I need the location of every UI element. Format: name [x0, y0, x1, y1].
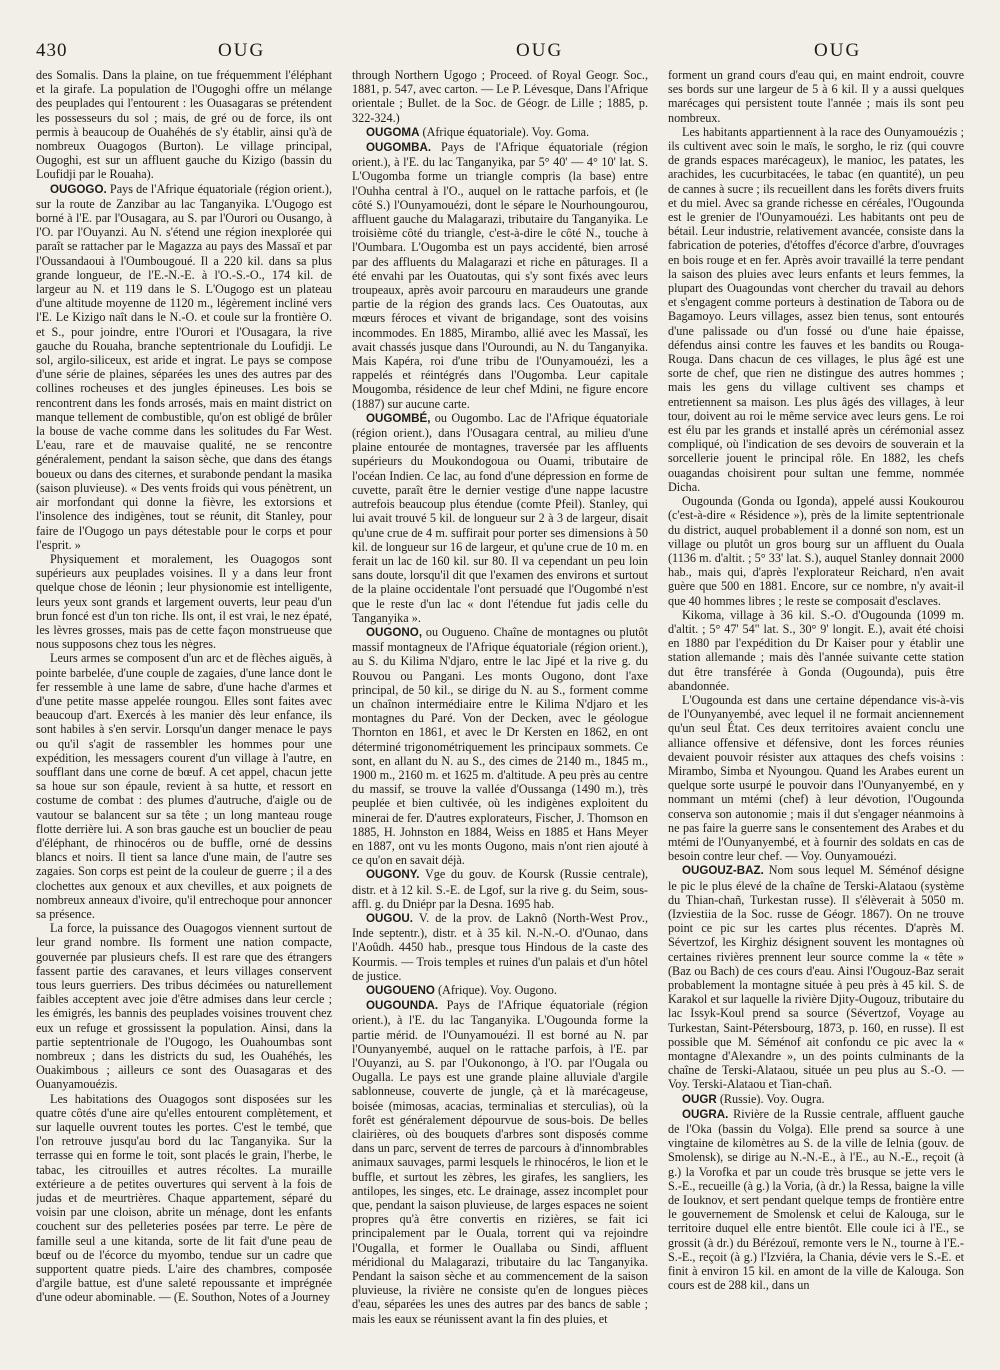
dictionary-entry [36, 182, 332, 552]
running-headword-center: OUG [516, 40, 564, 61]
entry-text: V. de la prov. de Laknô (North-West Prov., Inde septentr.), distr. et à 35 kil. N.-N.-O. d'Ounao, dans l'Aoûdh. 4450 hab., presque tous Hindous de la caste des Kourmis. — Trois temples et ruines d'un palais et d'un hôtel de justice. [352, 910, 648, 983]
entry-text: Rivière de la Russie centrale, affluent gauche de l'Oka (bassin du Volga). Elle prend sa source à une vingtaine de kilomètres au S. de la ville de Ielnia (gouv. de Smolensk), se dirige au N.-N.-E., à l'E., au N.-E., reçoit (à g.) la Vorofka et par un coude très brusque se jette vers le S.-E., recueille (à g.) la Voria, (à dr.) la Ressa, baigne la ville de Iouknov, et sert pendant quelque temps de frontière entre le gouvernement de Smolensk et celui de Kalouga, sur le territoire duquel elle entre bientôt. Elle coule ici à l'E., se grossit (à dr.) du Bérézouï, remonte vers le N., tourne à l'E.-S.-E., reçoit (à g.) l'Izviéra, la Chania, dévie vers le S.-E. et finit à environ 15 kil. en amont de la ville de Kalouga. Son cours est de 288 kil., dans un [668, 1106, 964, 1293]
page-number: 430 [36, 40, 68, 61]
dictionary-entry [352, 998, 648, 1326]
entry-text: Pays de l'Afrique équatoriale (région orient.), à l'E. du lac Tanganyika, par 5° 40' — 4° 10' lat. S. L'Ougomba forme un triangle compris (la base) entre l'Ouhha central à l'O., auquel on le rattache parfois, et (le côté S.) l'Ounyamouézi, dont le sépare le Nourhoungourou, affluent gauche du Malagarazi, tributaire du Tanganyika. Le troisième côté du triangle, c'est-à-dire le côté N., touche à l'Oumbara. L'Ougomba est un pays accidenté, bien arrosé par des affluents du Malagarazi et riche en pâturages. Il a été envahi par les Ouatoutas, qui s'y sont fixés avec leurs troupeaux, après avoir parcouru en maraudeurs une grande partie de la région des grands lacs. Ces Ouatoutas, aux mœurs féroces et vivant de brigandage, sont des voisins incommodes. En 1885, Mirambo, allié avec les Massaï, les avait chassés jusque dans l'Ouroundi, au N. du Tanganyika. Mais Kapéra, roi d'une tribu de l'Ounyamouézi, les a rappelés et réintégrés dans l'Ougomba. Leur capitale Mougomba, résidence de leur chef Mdini, ne figure encore (1887) sur aucune carte. [352, 140, 648, 411]
entry-headword: OUGOUENO [366, 984, 435, 997]
entry-paragraph [36, 1092, 332, 1305]
column-center [352, 68, 648, 1358]
dictionary-entry [352, 983, 648, 998]
entry-text: Pays de l'Afrique équatoriale (région orient.), à l'E. du lac Tanganyika. L'Ougounda forme la partie mérid. de l'Ounyamouézi. Il est borné au N. par l'Ounyanyembé, auquel on le rattache parfois, à l'E. par l'Ouyanzi, au S. par l'Oukonongo, à l'O. par l'Ougala ou Ougalla. Le pays est une grande plaine alluviale d'argile sablonneuse, couverte de jungle, çà et là marécageuse, boisée (mimosas, acacias, terminalias et sterculias), où la forêt est généralement dépourvue de sous-bois. De belles clairières, où des bouquets d'arbres sont disposés comme dans un parc, servent de terres de parcours à d'innombrables animaux sauvages, parmi lesquels le rhinocéros, le lion et le buffle, et surtout les zèbres, les girafes, les sangliers, les antilopes, les singes, etc. Le drainage, assez incomplet pour que, pendant la saison pluvieuse, de larges espaces ne soient propres qu'à être convertis en rizières, se fait ici principalement par le Ouala, torrent qui va rejoindre l'Ougalla, et former le Ouallaba ou Sindi, affluent méridional du Malagarazi, tributaire du lac Tanganyika. Pendant la saison sèche et au commencement de la saison pluvieuse, la rivière ne consiste qu'en de longues pièces d'eau, séparées les unes des autres par des bancs de sable ; mais les eaux se réunissent avant la fin des pluies, et [352, 998, 648, 1326]
entry-paragraph [352, 68, 648, 125]
entry-text: Les habitations des Ouagogos sont disposées sur les quatre côtés d'une aire qu'elles entourent complètement, et sur laquelle ouvrent toutes les portes. C'est le tembé, que l'on retrouve jusqu'au bord du lac Tanganyika. Sur la terrasse qui en forme le toit, sont placés le grain, l'herbe, le tabac, les citrouilles et autres récoltes. La muraille extérieure a de petites ouvertures qui servent à la fois de judas et de meurtrières. Chaque appartement, séparé du voisin par une cloison, abrite un ménage, dont les enfants couchent sur des pelleteries posées par terre. Le père de famille seul a une kitanda, sorte de lit fait d'une peau de bœuf ou de l'écorce du myombo, tendue sur un cadre que supportent quatre pieds. L'aire des chambres, composée d'argile battue, est d'une saleté repoussante et imprégnée d'une odeur abominable. — (E. Southon, Notes of a Journey [36, 1091, 332, 1305]
dictionary-entry [352, 911, 648, 983]
entry-paragraph [36, 68, 332, 182]
entry-text: Ougounda (Gonda ou Igonda), appelé aussi Koukourou (c'est-à-dire « Résidence »), près de la limite septentrionale du district, auquel probablement il a donné son nom, est un village ou plutôt un gros bourg sur un affluent du Ouala (1136 m. d'altit. ; 5° 33' lat. S.), auquel Stanley donnait 2000 hab., mais qui, d'après l'explorateur Reichard, n'en avait guère que 500 en 1881. Encore, sur ce nombre, n'y avait-il que 40 hommes libres ; le reste se composait d'esclaves. [668, 494, 964, 608]
entry-text: (Russie). Voy. Ougra. [719, 1091, 825, 1106]
entry-text: Kikoma, village à 36 kil. S.-O. d'Ougounda (1099 m. d'altit. ; 5° 47' 54" lat. S., 30° 9' longit. E.), avait été choisi en 1880 par l'expédition du Dr Kaiser pour y établir une station allemande ; mais dès l'année suivante cette station dut être transférée à Gonda (Ougounda), puis être abandonnée. [668, 607, 964, 693]
entry-headword: OUGOUNDA. [366, 999, 439, 1013]
dictionary-entry [352, 867, 648, 911]
column-right [668, 68, 964, 1358]
entry-text: (Afrique). Voy. Ougono. [437, 983, 557, 997]
entry-text: Vge du gouv. de Koursk (Russie centrale), distr. et à 12 kil. S.-E. de Lgof, sur la rive g. du Seim, sous-affl. g. du Dniépr par la Desna. 1695 hab. [352, 867, 648, 911]
entry-text: ou Ougombo. Lac de l'Afrique équatoriale (région orient.), dans l'Ousagara central, au milieu d'une plaine entourée de montagnes, traversée par les affluents supérieurs du Moukondogoua ou Ouami, tributaire de l'océan Indien. Ce lac, au fond d'une dépression en forme de cuvette, paraît être le dernier vestige d'une nappe lacustre autrefois beaucoup plus étendue (comte Pfeil). Stanley, qui lui avait trouvé 5 kil. de longueur sur 2 à 3 de largeur, disait qu'une crue de 4 m. suffirait pour porter ses dimensions à 50 kil. de longueur sur 16 de largeur, et qu'une crue de 10 m. en ferait un lac de 160 kil. sur 80. Il va cependant un peu loin sans doute, lorsqu'il dit que l'examen des environs et surtout de la plaine occidentale l'ont persuadé que l'Ougombé n'est que le reste d'un lac « dont l'étendue fut jadis celle du Tanganyika ». [352, 410, 648, 625]
dictionary-entry [352, 411, 648, 625]
entry-paragraph [36, 921, 332, 1091]
dictionary-entry [352, 125, 648, 140]
entry-paragraph [668, 494, 964, 608]
entry-headword: OUGOMBÉ, [366, 411, 431, 425]
entry-headword: OUGOGO. [50, 182, 107, 196]
entry-paragraph [36, 651, 332, 921]
running-headword-right: OUG [814, 40, 862, 61]
dictionary-entry [668, 1107, 964, 1293]
entry-paragraph [668, 125, 964, 494]
entry-paragraph [668, 68, 964, 125]
entry-text: des Somalis. Dans la plaine, on tue fréquemment l'éléphant et la girafe. La population de l'Ougoghi offre un mélange des peuplades qui l'entourent : les Ouasagaras se prétendent les possesseurs du sol ; mais, de gré ou de force, ils ont permis à beaucoup de Ouahéhés de s'y établir, ainsi qu'à de nombreux Ouagogos (Burton). Le village principal, Ougoghi, est sur un affluent gauche du Kizigo (bassin du Loufidji par le Rouaha). [36, 68, 332, 182]
dictionary-entry [668, 863, 964, 1091]
entry-headword: OUGRA. [682, 1107, 729, 1121]
entry-text: Les habitants appartiennent à la race des Ounyamouézis ; ils cultivent avec soin le maïs, le sorgho, le riz (qui couvre de grands espaces marécageux), le manioc, les patates, les arachides, les cucurbitacées, le tabac (en quantité), un peu de cannes à sucre ; ils recueillent dans les forêts divers fruits et du miel. Avec sa grande richesse en céréales, l'Ougounda est le grenier de l'Ounyamouézi. Les habitants ont peu de bétail. Leur industrie, relativement avancée, consiste dans la fabrication de poteries, d'étoffes d'écorce d'arbre, d'ouvrages en bois rouge et en fer. Après avoir travaillé la terre pendant la saison des pluies avec leurs enfants et leurs femmes, la plupart des Ouagoundas vont chercher du travail au dehors et s'engagent comme porteurs à destination de Tabora ou de Bagamoyo. Leurs villages, assez bien tenus, sont entourés d'une palissade ou d'un fossé ou d'une haie épaisse, défendus ainsi contre les fauves et les bandits ou Rouga-Rouga. Dans chacun de ces villages, le plus âgé est une sorte de chef, que rien ne distingue des autres hommes ; mais les gens du village cultivent ses champs et entretiennent sa maison. Les plus âgés des villages, à leur tour, doivent au roi le même service avec leurs gens. Le roi est élu par les grands et installé après un cérémonial assez compliqué, où l'indication de ses devoirs de souverain et la sorcellerie jouent le principal rôle. En 1882, les chefs ouagandas choisirent pour sultan une femme, nommée Dicha. [668, 124, 964, 494]
entry-text: forment un grand cours d'eau qui, en maint endroit, couvre ses bords sur une largeur de 5 à 6 kil. Il y a aussi quelques marécages qui persistent toute l'année ; mais ils sont peu nombreux. [668, 68, 964, 125]
entry-text: La force, la puissance des Ouagogos viennent surtout de leur grand nombre. Ils forment une nation compacte, gouvernée par plusieurs chefs. Il est rare que des étrangers fassent partie des caravanes, et leurs villages conservent tous leurs guerriers. Des tribus décimées ou naturellement faibles acceptent avec joie d'être admises dans leur cercle ; les émigrés, les bannis des peuplades voisines trouvent chez eux un refuge et grossissent la population. Ainsi, dans la partie septentrionale de l'Ougogo, les Ouahoumbas sont nombreux ; dans les districts du sud, les Ouahéhés, les Ouakimbous ; ailleurs ce sont des Ouasagaras et des Ouanyamouézis. [36, 921, 332, 1092]
dictionary-entry [352, 140, 648, 411]
column-left [36, 68, 332, 1358]
entry-text: ou Ougueno. Chaîne de montagnes ou plutôt massif montagneux de l'Afrique équatoriale (région orient.), au S. du Kilima N'djaro, entre le lac Jipé et la rive g. du Rouvou ou Pangani. Les monts Ougono, dont l'axe principal, de 50 kil., se dirige du N. au S., forment comme un chaînon intermédiaire entre le Kilima N'djaro et les montagnes du Paré. Von der Decken, avec le géologue Thornton en 1861, et avec le Dr Kersten en 1862, en ont déterminé trigonométriquement les principaux sommets. Ce sont, en allant du N. au S., des cimes de 2140 m., 1845 m., 1900 m., 2160 m. et 1625 m. d'altitude. A peu près au centre du massif, se trouve la vallée d'Oussanga (1490 m.), très peuplée et bien cultivée, où les indigènes exploitent du minerai de fer. D'autres explorateurs, Fischer, J. Thomson en 1885, H. Johnston en 1884, Weiss en 1885 et Hans Meyer en 1887, ont vu les monts Ougono, mais n'ont rien ajouté à ce qu'on en savait déjà. [352, 624, 648, 868]
entry-text: Pays de l'Afrique équatoriale (région orient.), sur la route de Zanzibar au lac Tanganyika. L'Ougogo est borné à l'E. par l'Ousagara, au S. par l'Ourori ou Ousango, à l'O. par l'Ouyanzi. Au N. s'étend une région inexplorée qui paraît se rattacher par le Magazza au pays des Massaï et par l'Oussandaoui à l'Oumbougoué. Il a 220 kil. dans sa plus grande longueur, de l'E.-N.-E. à l'O.-S.-O., 174 kil. de largeur au N. et 119 dans le S. L'Ougogo est un plateau d'une altitude moyenne de 1120 m., légèrement incliné vers l'E. Le Kizigo naît dans le N.-O. et coule sur la frontière O. et S., pour joindre, entre l'Ourori et l'Ousagara, la rive gauche du Rouaha, branche septentrionale du Loufidji. Le sol, argilo-siliceux, est aride et ingrat. Le pays se compose d'une série de plaines, séparées les unes des autres par des collines rocheuses et des jungles épineuses. Les bois se rencontrent dans les fonds arrosés, mais en maint district on manque tellement de combustible, qu'on est obligé de brûler la bouse de vache comme dans les solitudes du Far West. L'eau, rare et de mauvaise qualité, ne se rencontre généralement, pendant la saison sèche, que dans des étangs boueux ou dans des citernes, et surabonde pendant la masika (saison pluvieuse). « Des vents froids qui vous pénètrent, un air morfondant qui donne la fièvre, les extorsions et l'insolence des indigènes, tout se réunit, dit Stanley, pour faire de l'Ougogo un pays détestable pour le corps et pour l'esprit. » [36, 181, 332, 552]
entry-text: Nom sous lequel M. Séménof désigne le pic le plus élevé de la chaîne de Terski-Alataou (système du Thian-chañ, Turkestan russe). Il s'élèverait à 5050 m. (Izviestiia de la Soc. russe de Géogr. 1867). On ne trouve point ce pic sur les cartes plus récentes. D'après M. Sévertzof, les Kirghiz désignent souvent les montagnes où certaines rivières prennent leur source comme la « tête » (Baz ou Bach) de ces cours d'eau. Ainsi l'Ougouz-Baz serait probablement la montagne située à peu près à 45 kil. S. de Karakol et sur laquelle la rivière Djity-Ougouz, tributaire du lac Issyk-Koul prend sa source (Sévertzof, Voyage au Turkestan, Saint-Pétersbourg, 1873, p. 160, en russe). Il est possible que M. Séménof ait confondu ce pic avec la « montagne d'Alexandre », un des points culminants de la chaîne de Terski-Alataou, située un peu plus au S.-O. — Voy. Terski-Alataou et Tian-chañ. [668, 863, 964, 1092]
page-header [36, 40, 964, 64]
entry-headword: OUGOMBA. [366, 141, 432, 155]
dictionary-entry [668, 1092, 964, 1107]
entry-paragraph [668, 693, 964, 863]
entry-headword: OUGOMA [366, 125, 420, 139]
dictionary-entry [352, 625, 648, 867]
entry-text: (Afrique équatoriale). Voy. Goma. [422, 124, 590, 139]
entry-headword: OUGOU. [366, 911, 414, 925]
entry-text: Physiquement et moralement, les Ouagogos sont supérieurs aux peuplades voisines. Il y a dans leur front quelque chose de léonin ; leur physionomie est intelligente, leurs yeux sont grands et largement ouverts, leur peau d'un brun foncé est d'un ton riche. Ils ont, il est vrai, le nez épaté, les lèvres grosses, mais pas de cette façon monstrueuse que nous supposons chez tous les nègres. [36, 551, 332, 652]
entry-paragraph [668, 608, 964, 693]
entry-headword: OUGOUZ-BAZ. [682, 864, 764, 878]
running-headword-left: OUG [218, 40, 266, 61]
entry-text: L'Ougounda est dans une certaine dépendance vis-à-vis de l'Ounyanyembé, avec lequel il ne formait anciennement qu'un seul État. Ces deux territoires avaient conclu une alliance offensive et défensive, dont les forces réunies devaient pouvoir résister aux attaques des chefs voisins : Mirambo, Simba et Nyoungou. Quand les Arabes eurent un quelque sorte usurpé le pouvoir dans l'Ounyanyembé, en y nommant un mtémi (chef) à leur dévotion, l'Ougounda conserva son autonomie ; mais il dut s'engager néanmoins à ne pas faire la guerre sans le consentement des Arabes et du mtémi de l'Ounyanyembé, et à fournir des soldats en cas de besoin contre leur chef. — Voy. Ounyamouézi. [668, 692, 964, 864]
entry-text: through Northern Ugogo ; Proceed. of Royal Geogr. Soc., 1881, p. 547, avec carton. — Le P. Lévesque, Dans l'Afrique orientale ; Bullet. de la Soc. de Géogr. de Lille ; 1885, p. 322-324.) [352, 68, 648, 125]
text-columns [36, 68, 964, 1358]
entry-text: Leurs armes se composent d'un arc et de flèches aiguës, à pointe barbelée, d'une couple de zagaies, d'une lance dont le fer ressemble à une lame de sabre, d'une hache d'armes et d'une petite masse appelée roungou. Elles sont faites avec beaucoup d'art. Exercés à les manier dès leur enfance, ils sont habiles à s'en servir. Lorsqu'un danger menace le pays ou qu'il s'agit de rassembler les hommes pour une expédition, les messagers courent d'un village à l'autre, en soufflant dans une corne de bœuf. A cet appel, chacun jette sa houe sur son épaule, revient à sa hutte, et ressort en costume de combat : des plumes d'autruche, d'aigle ou de vautour se balancent sur sa tête ; un long manteau rouge flotte derrière lui. A son bras gauche est un bouclier de peau d'éléphant, de rhinocéros ou de buffle, orné de dessins blancs et noirs. Il tient sa lance d'une main, de l'autre ses zagaies. Son corps est peint de la couleur de guerre ; il a des clochettes aux genoux et aux chevilles, et aux poignets de nombreux anneaux d'ivoire, qu'il entrechoque pour annoncer sa présence. [36, 651, 332, 921]
entry-headword: OUGONY. [366, 868, 420, 882]
entry-headword: OUGR [682, 1092, 717, 1106]
entry-headword: OUGONO, [366, 625, 423, 639]
entry-paragraph [36, 552, 332, 651]
